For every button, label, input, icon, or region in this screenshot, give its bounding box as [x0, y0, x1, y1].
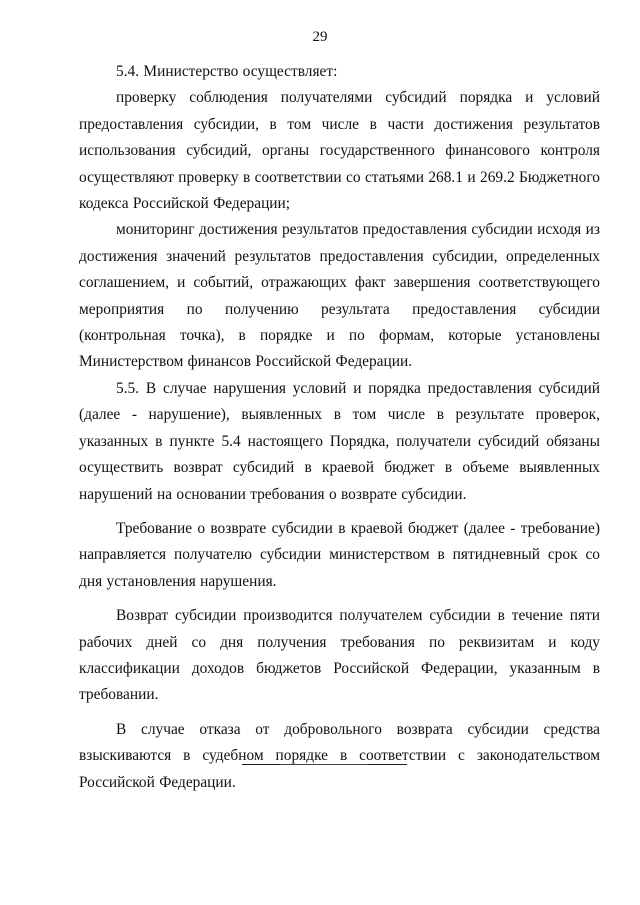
paragraph-refusal: В случае отказа от добровольного возврата субсидии средства взыскиваются в судебном порядке в соответствии с законодательством Российской Федерации.: [79, 720, 600, 791]
document-body: [79, 59, 600, 796]
end-of-document-rule: [242, 764, 407, 765]
paragraph-requirement: Требование о возврате субсидии в краевой бюджет (далее - требование) направляется получателю субсидии министерством в пятидневный срок со дня установления нарушения.: [79, 519, 600, 590]
paragraph-return: Возврат субсидии производится получателем субсидии в течение пяти рабочих дней со дня получения требования по реквизитам и коду классификации доходов бюджетов Российской Федерации, указанным в требовании.: [79, 607, 600, 704]
paragraph-inspection: проверку соблюдения получателями субсидий порядка и условий предоставления субсидии, в том числе в части достижения результатов использования субсидий, органы государственного финансового контроля осуществляют проверку в соответствии со статьями 268.1 и 269.2 Бюджетного кодекса Российской Федерации;: [79, 89, 600, 213]
paragraph-5-4-heading: 5.4. Министерство осуществляет:: [116, 63, 338, 80]
paragraph-monitoring: мониторинг достижения результатов предоставления субсидии исходя из достижения значений результатов предоставления субсидии, определенных соглашением, и событий, отражающих факт завершения соответствующего мероприятия по получению результата предоставления субсидии (контрольная точка), в порядке и по формам, которые установлены Министерством финансов Российской Федерации.: [79, 221, 600, 371]
end-of-document-rule-overlay: [280, 764, 368, 765]
paragraph-5-5: 5.5. В случае нарушения условий и порядка предоставления субсидий (далее - нарушение), выявленных в том числе в результате проверок, указанных в пункте 5.4 настоящего Порядка, получатели субсидий обязаны осуществить возврат субсидий в краевой бюджет в объеме выявленных нарушений на основании требования о возврате субсидии.: [79, 379, 600, 503]
page-number: 29: [312, 29, 328, 45]
